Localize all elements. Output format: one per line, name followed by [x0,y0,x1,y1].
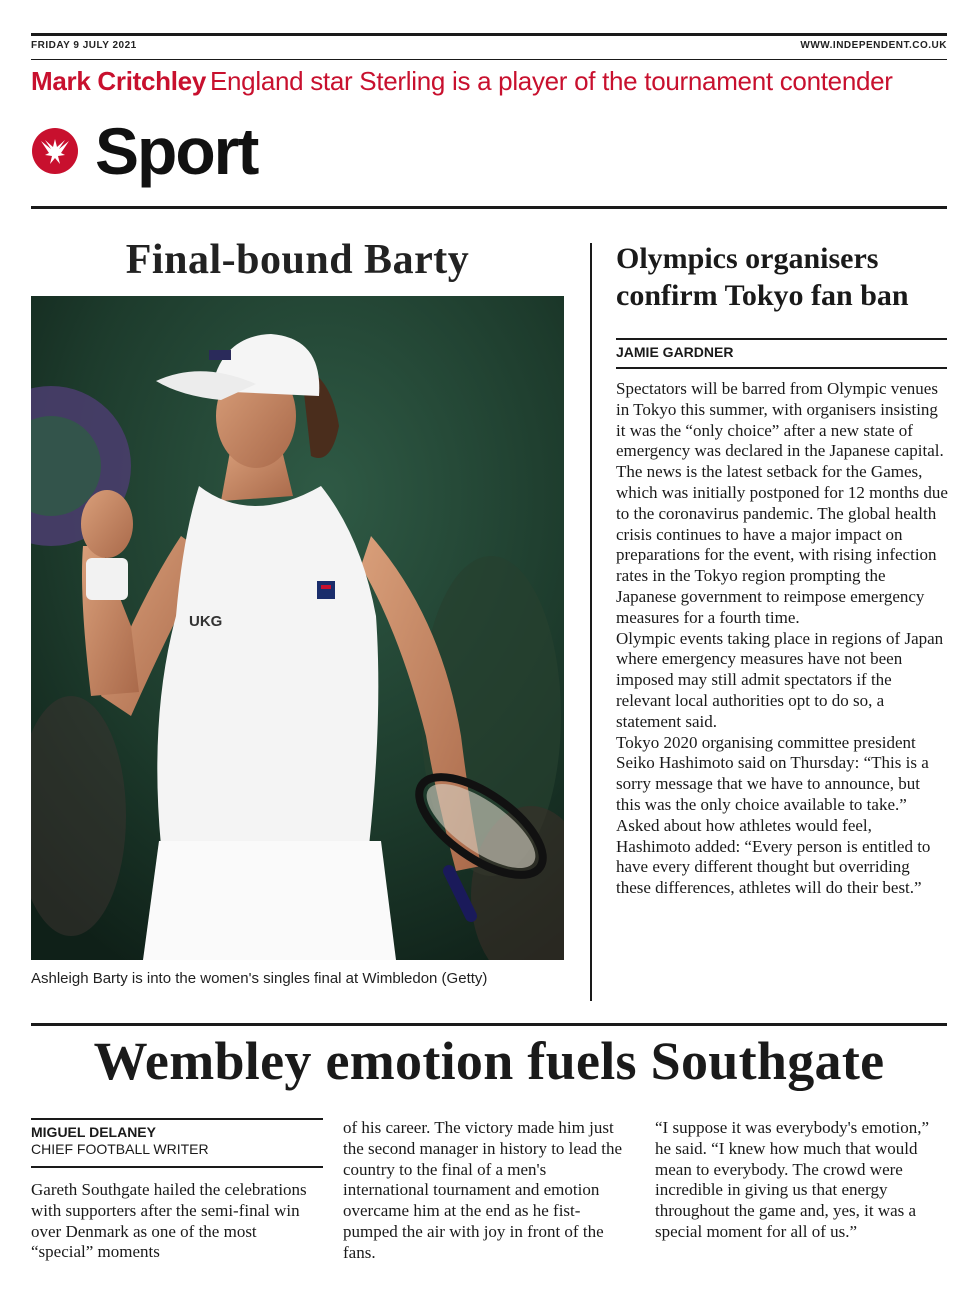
wembley-column-3: “I suppose it was everybody's emotion,” he said. “I knew how much that would mean to everybody. The crowd were incredible in giving us that energy throughout the game and, yes, it was a special moment for all of us.” [655,1118,930,1241]
teaser-author: Mark Critchley [31,66,206,96]
wembley-column-2: of his career. The victory made him just the second manager in history to lead the country to the final of a men's international tournament and emotion overcame him at the end as he fist-pumped the air with joy in front of the fans. [343,1118,622,1262]
website-link[interactable]: WWW.INDEPENDENT.CO.UK [800,40,947,51]
dateline-rule [31,59,947,60]
olympics-paragraph: Spectators will be barred from Olympic venues in Tokyo this summer, with organisers insisting it was the “only choice” after a new state of emergency was declared in the Japanese capital. [616,379,944,461]
masthead-rule [31,206,947,209]
lead-headline[interactable]: Final-bound Barty [125,237,470,283]
wembley-byline-rule-bottom [31,1166,323,1168]
wembley-top-rule [31,1023,947,1026]
masthead [31,108,257,193]
photo-caption: Ashleigh Barty is into the women's singles final at Wimbledon (Getty) [31,970,488,987]
wembley-byline-rule-top [31,1118,323,1120]
olympics-headline[interactable]: Olympics organisers confirm Tokyo fan ban [616,242,909,312]
olympics-paragraph: The news is the latest setback for the Games, which was initially postponed for 12 months due to the coronavirus pandemic. The global health crisis continues to have a major impact on preparations for the event, with rising infection rates in the Tokyo region prompting the Japanese government to reimpose emergency measures for a fourth time. [616,462,948,627]
olympics-byline-rule-top [616,338,947,340]
olympics-body [616,379,948,899]
wembley-byline [31,1124,323,1157]
wembley-headline[interactable]: Wembley emotion fuels Southgate [93,1031,885,1091]
tennis-player-photo [31,296,564,960]
column-divider [590,243,592,1001]
independent-eagle-logo-icon [31,127,79,175]
tennis-player-photo-icon [31,296,564,960]
section-title: Sport [95,113,258,188]
teaser-text: England star Sterling is a player of the tournament contender [209,66,893,96]
wembley-column-1: Gareth Southgate hailed the celebrations with supporters after the semi-final win over Denmark as one of the most “special” moments [31,1180,307,1262]
olympics-byline: JAMIE GARDNER [616,344,734,360]
olympics-paragraph: Olympic events taking place in regions of Japan where emergency measures have not been imposed may still admit spectators if the relevant local authorities opt to do so, a statement said. [616,628,944,731]
byline-role: CHIEF FOOTBALL WRITER [31,1141,209,1157]
olympics-paragraph: Tokyo 2020 organising committee president Seiko Hashimoto said on Thursday: “This is a sorry message that we have to announce, but this was the only choice available to take.” [616,732,929,814]
issue-date: FRIDAY 9 JULY 2021 [31,40,137,51]
olympics-byline-rule-bottom [616,367,947,369]
svg-text:UKG: UKG [189,613,223,630]
byline-name: MIGUEL DELANEY [31,1124,156,1140]
dateline [31,40,947,51]
top-rule [31,33,947,36]
olympics-paragraph: Asked about how athletes would feel, Hashimoto added: “Every person is entitled to have every different thought but overriding these differences, athletes will do their best.” [616,815,931,898]
teaser-link[interactable] [31,66,947,97]
